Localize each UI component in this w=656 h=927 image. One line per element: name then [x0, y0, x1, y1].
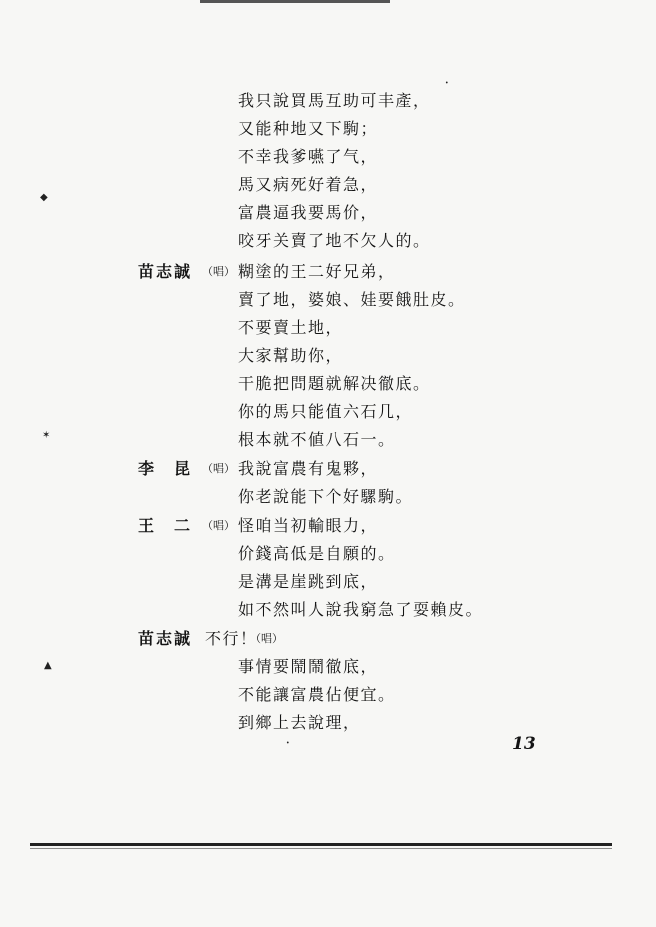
page-number: 13 [512, 734, 536, 754]
bottom-rule [30, 843, 612, 846]
verse-line: 怪咱当初輸眼力， [238, 516, 379, 535]
verse-line: 是溝是崖跳到底， [238, 572, 379, 591]
margin-mark-icon: ▲ [44, 660, 52, 671]
margin-mark-icon: ◆ [40, 192, 48, 203]
verse-line: 不能讓富農佔便宜。 [238, 685, 396, 704]
stage-direction: （唱） [202, 462, 235, 475]
top-edge-artifact [200, 0, 390, 3]
verse-line: 如不然叫人說我窮急了耍賴皮。 [238, 600, 484, 619]
verse-line: 我只說買馬互助可丰產， [238, 91, 431, 110]
verse-line: 我說富農有鬼夥， [238, 459, 379, 478]
verse-line: 干脆把問題就解决徹底。 [238, 374, 431, 393]
interjection: 不行！ [205, 629, 258, 648]
verse-line: 大家幫助你， [238, 346, 344, 365]
verse-line: 你的馬只能值六石几， [238, 402, 414, 421]
verse-line: 不幸我爹嚥了气， [238, 147, 379, 166]
verse-line: 富農逼我要馬价， [238, 203, 379, 222]
bottom-rule-thin [30, 848, 612, 849]
verse-line: 你老說能下个好騾駒。 [238, 487, 414, 506]
stage-direction: （唱） [202, 265, 235, 278]
speck-mark-icon: • [445, 80, 449, 87]
verse-line: 事情要鬧鬧徹底， [238, 657, 379, 676]
verse-line: 价錢高低是自願的。 [238, 544, 396, 563]
verse-line: 又能种地又下駒； [238, 119, 379, 138]
verse-line: 根本就不値八石一。 [238, 430, 396, 449]
verse-line: 糊塗的王二好兄弟， [238, 262, 396, 281]
verse-line: 馬又病死好着急， [238, 175, 379, 194]
stage-direction: （唱） [250, 632, 283, 645]
speaker-name: 李 昆 [138, 459, 193, 478]
margin-mark-icon: ✶ [42, 430, 51, 441]
speck-mark-icon: • [286, 740, 290, 747]
verse-line: 到鄉上去說理， [238, 713, 361, 732]
verse-line: 賣了地，婆娘、娃要餓肚皮。 [238, 290, 466, 309]
stage-direction: （唱） [202, 519, 235, 532]
verse-line: 不要賣土地， [238, 318, 344, 337]
verse-line: 咬牙关賣了地不欠人的。 [238, 231, 431, 250]
speaker-name: 王 二 [138, 516, 193, 535]
speaker-name: 苗志誠 [138, 629, 193, 648]
speaker-name: 苗志誠 [138, 262, 193, 281]
